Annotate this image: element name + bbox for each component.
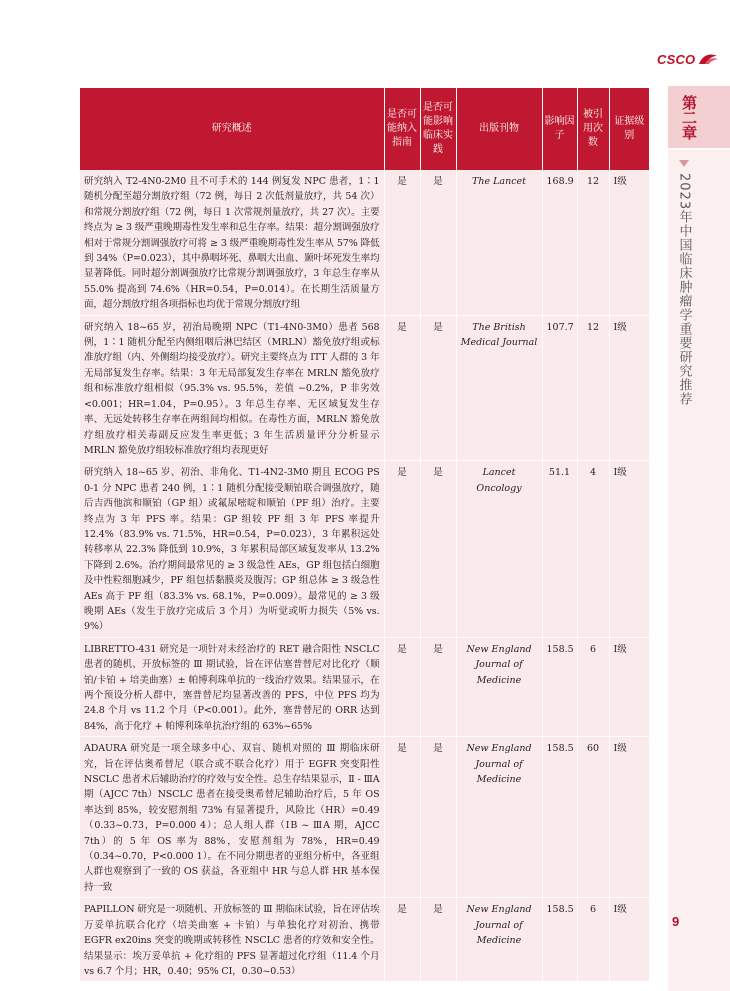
cell-summary: PAPILLON 研究是一项随机、开放标签的 Ⅲ 期临床试验，旨在评估埃万妥单抗联合化疗（培美曲塞 + 卡铂）与单独化疗对初治、携带 EGFR ex20ins 突变的晚期或转移性 NSCLC 患者的疗效和安全性。结果显示：埃万妥单抗 + 化疗组的 PFS 显著超过化疗组（11.4 个月 vs 6.7 个月；HR，0.40；95% CI，0.30~0.53） bbox=[80, 898, 384, 982]
cell-impact-factor: 158.5 bbox=[542, 737, 577, 898]
side-title-text: 2023年中国临床肿瘤学重要研究推荐 bbox=[676, 173, 692, 407]
cell-evidence-level: Ⅰ级 bbox=[609, 637, 649, 736]
cell-impact-factor: 158.5 bbox=[542, 637, 577, 736]
page-number: 9 bbox=[672, 914, 680, 929]
cell-summary: 研究纳入 18~65 岁，初治局晚期 NPC（T1-4N0-3M0）患者 568 例，1∶1 随机分配至内侧组咽后淋巴结区（MRLN）豁免放疗组或标准放疗组（内、外侧组均接受放疗）。研究主要终点为 ITT 人群的 3 年无局部复发生存率。结果：3 年无局部复发生存率在 MRLN 豁免放疗组和标准放疗组相似（95.3% vs. 95.5%，差值 −0.2%，P 非劣效 <0.001；HR=1.04，P=0.95）。3 年总生存率、无区域复发生存率、无远处转移生存率在两组间均相似。在毒性方面，MRLN 豁免放疗组放疗相关毒副反应发生率更低；3 年生活质量评分分析显示 MRLN 豁免放疗组较标准放疗组均表现更好 bbox=[80, 315, 384, 461]
logo-text: CSCO bbox=[657, 52, 696, 67]
cell-journal: Lancet Oncology bbox=[456, 461, 542, 637]
chapter-label: 第二章 bbox=[680, 94, 698, 140]
cell-practice: 是 bbox=[420, 315, 456, 461]
table-row bbox=[80, 315, 649, 461]
cell-practice: 是 bbox=[420, 737, 456, 898]
csco-logo bbox=[657, 48, 727, 74]
table-row bbox=[80, 898, 649, 982]
table-row bbox=[80, 170, 649, 315]
cell-guideline: 是 bbox=[384, 461, 420, 637]
cell-impact-factor: 107.7 bbox=[542, 315, 577, 461]
cell-citations: 12 bbox=[577, 170, 609, 315]
cell-journal: New England Journal of Medicine bbox=[456, 637, 542, 736]
header-impact-factor: 影响因子 bbox=[542, 88, 577, 170]
table-header-row bbox=[80, 88, 649, 170]
cell-guideline: 是 bbox=[384, 170, 420, 315]
cell-journal: The Lancet bbox=[456, 170, 542, 315]
cell-guideline: 是 bbox=[384, 315, 420, 461]
cell-guideline: 是 bbox=[384, 637, 420, 736]
research-table bbox=[80, 88, 649, 982]
cell-evidence-level: Ⅰ级 bbox=[609, 737, 649, 898]
csco-flame-icon bbox=[697, 51, 719, 67]
cell-evidence-level: Ⅰ级 bbox=[609, 461, 649, 637]
cell-journal: New England Journal of Medicine bbox=[456, 898, 542, 982]
cell-summary: 研究纳入 T2-4N0-2M0 且不可手术的 144 例复发 NPC 患者，1∶1 随机分配至超分割放疗组（72 例，每日 2 次低剂量放疗，共 54 次）和常规分割放疗组（72 例，每日 1 次常规剂量放疗，共 27 次）。主要终点为 ≥ 3 级严重晚期毒性发生率和总生存率。结果：超分割调强放疗相对于常规分割调强放疗可将 ≥ 3 级严重晚期毒性发生率从 57% 降低到 34%（P=0.023），其中鼻咽坏死、鼻咽大出血、颞叶坏死发生率均显著降低。同时超分割调强放疗比常规分割调强放疗，3 年总生存率从 55.0% 提高到 74.6%（HR=0.54，P=0.014）。在长期生活质量方面，超分割放疗组各项指标也均优于常规分割放疗组 bbox=[80, 170, 384, 315]
cell-citations: 6 bbox=[577, 898, 609, 982]
cell-citations: 4 bbox=[577, 461, 609, 637]
cell-practice: 是 bbox=[420, 898, 456, 982]
table-row bbox=[80, 461, 649, 637]
chapter-tab bbox=[668, 86, 730, 148]
header-journal: 出版刊物 bbox=[456, 88, 542, 170]
side-title bbox=[670, 160, 698, 406]
cell-impact-factor: 158.5 bbox=[542, 898, 577, 982]
cell-impact-factor: 51.1 bbox=[542, 461, 577, 637]
cell-citations: 60 bbox=[577, 737, 609, 898]
cell-journal: The British Medical Journal bbox=[456, 315, 542, 461]
cell-summary: 研究纳入 18~65 岁、初治、非角化、T1-4N2-3M0 期且 ECOG PS 0-1 分 NPC 患者 240 例，1∶1 随机分配接受顺铂联合调强放疗，随后吉西他滨和顺铂（GP 组）或氟尿嘧啶和顺铂（PF 组）治疗。主要终点为 3 年 PFS 率。结果：GP 组较 PF 组 3 年 PFS 率提升 12.4%（83.9% vs. 71.5%，HR=0.54，P=0.023），3 年累积远处转移率从 22.3% 降低到 10.9%，3 年累积局部区域复发率从 13.2% 下降到 2.6%。治疗期间最常见的 ≥ 3 级急性 AEs，GP 组包括白细胞及中性粒细胞减少，PF 组包括黏膜炎及腹泻；GP 组总体 ≥ 3 级急性 AEs 高于 PF 组（83.3% vs. 68.1%，P=0.009）。最常见的 ≥ 3 级晚期 AEs（发生于放疗完成后 3 个月）为听觉或听力损失（5% vs. 9%） bbox=[80, 461, 384, 637]
table-row bbox=[80, 737, 649, 898]
header-citations: 被引用次数 bbox=[577, 88, 609, 170]
cell-evidence-level: Ⅰ级 bbox=[609, 170, 649, 315]
cell-guideline: 是 bbox=[384, 898, 420, 982]
cell-practice: 是 bbox=[420, 637, 456, 736]
table-row bbox=[80, 637, 649, 736]
cell-summary: ADAURA 研究是一项全球多中心、双盲、随机对照的 Ⅲ 期临床研究，旨在评估奥希替尼（联合或不联合化疗）用于 EGFR 突变阳性 NSCLC 患者术后辅助治疗的疗效与安全性。总生存结果显示，Ⅱ - ⅢA 期（AJCC 7th）NSCLC 患者在接受奥希替尼辅助治疗后，5 年 OS 率达到 85%，较安慰剂组 73% 有显著提升，风险比（HR）=0.49（0.33~0.73，P=0.000 4）；总人组人群（ⅠB ~ ⅢA 期，AJCC 7th）的 5 年 OS 率为 88%，安慰剂组为 78%，HR=0.49（0.34~0.70，P<0.000 1）。在不同分期患者的亚组分析中，各亚组人群也观察到了一致的 OS 获益，各亚组中 HR 与总人群 HR 基本保持一致 bbox=[80, 737, 384, 898]
triangle-marker-icon bbox=[679, 160, 689, 167]
header-summary: 研究概述 bbox=[80, 88, 384, 170]
cell-practice: 是 bbox=[420, 170, 456, 315]
header-guideline: 是否可能纳入指南 bbox=[384, 88, 420, 170]
cell-evidence-level: Ⅰ级 bbox=[609, 898, 649, 982]
cell-practice: 是 bbox=[420, 461, 456, 637]
cell-journal: New England Journal of Medicine bbox=[456, 737, 542, 898]
header-evidence-level: 证据级别 bbox=[609, 88, 649, 170]
cell-citations: 6 bbox=[577, 637, 609, 736]
cell-guideline: 是 bbox=[384, 737, 420, 898]
header-practice: 是否可能影响临床实践 bbox=[420, 88, 456, 170]
cell-summary: LIBRETTO-431 研究是一项针对未经治疗的 RET 融合阳性 NSCLC 患者的随机、开放标签的 Ⅲ 期试验，旨在评估塞普替尼对比化疗（顺铂/卡铂 + 培美曲塞）± 帕博利珠单抗的一线治疗效果。结果显示，在两个预设分析人群中，塞普替尼均显著改善的 PFS，中位 PFS 均为 24.8 个月 vs 11.2 个月（P<0.001）。此外，塞普替尼的 ORR 达到 84%，高于化疗 + 帕博利珠单抗治疗组的 63%~65% bbox=[80, 637, 384, 736]
cell-impact-factor: 168.9 bbox=[542, 170, 577, 315]
cell-evidence-level: Ⅰ级 bbox=[609, 315, 649, 461]
cell-citations: 12 bbox=[577, 315, 609, 461]
